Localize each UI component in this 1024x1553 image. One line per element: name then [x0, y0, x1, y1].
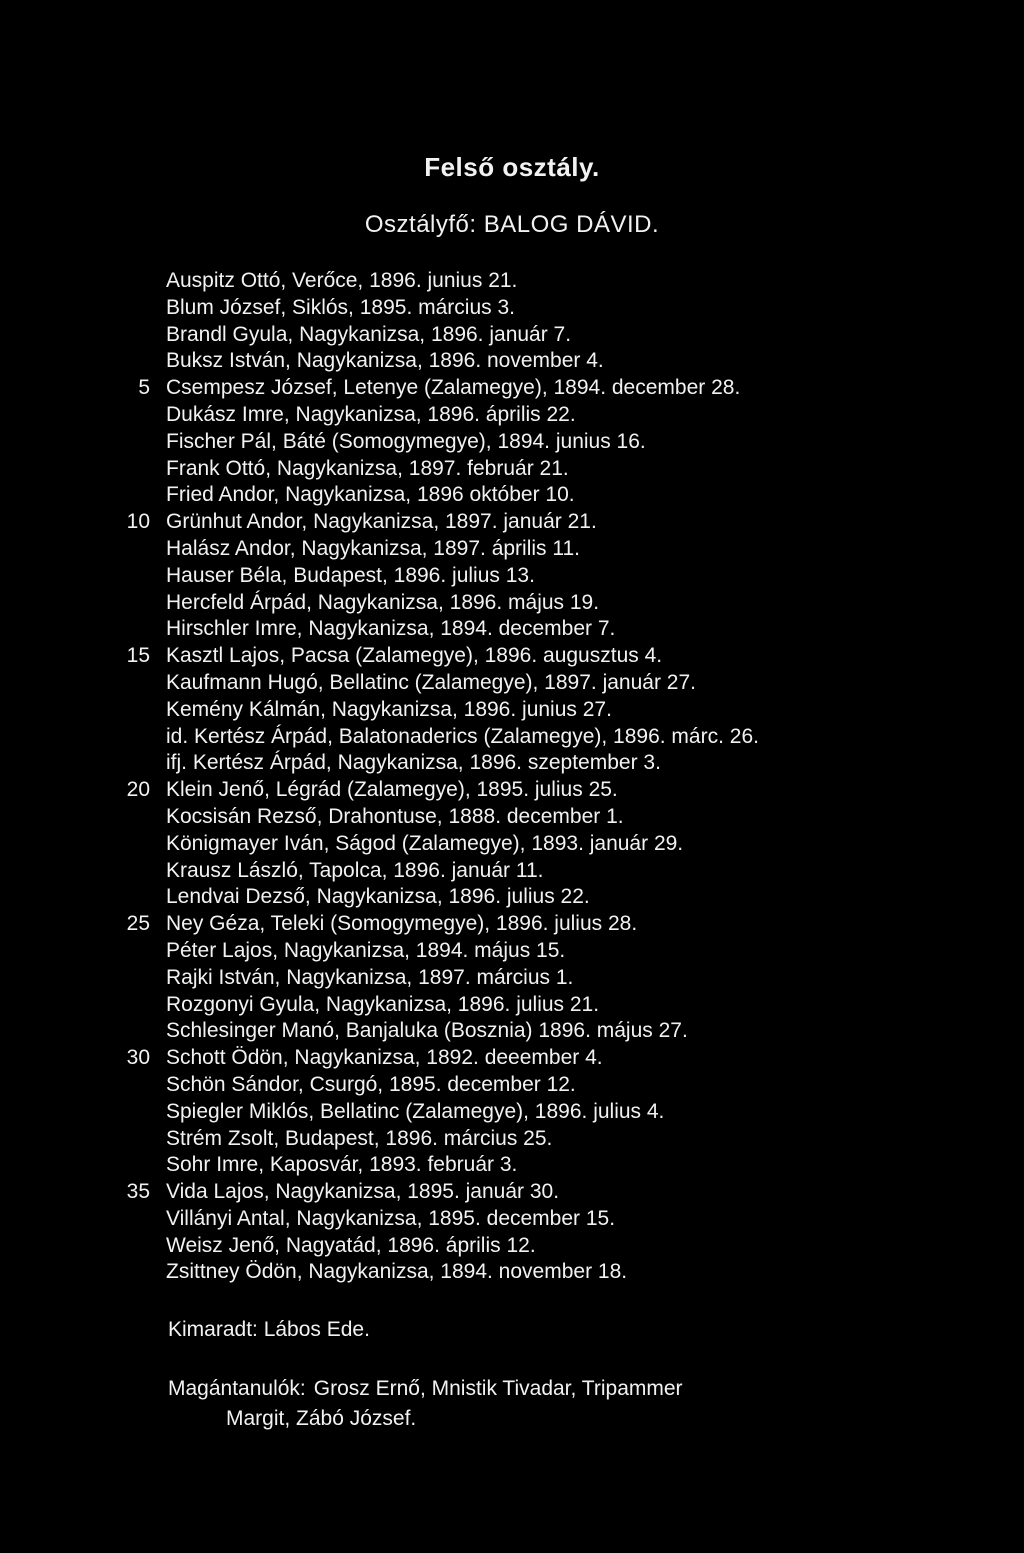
row-number: 30	[126, 1046, 150, 1070]
student-entry: Lendvai Dezső, Nagykanizsa, 1896. julius 22.	[166, 885, 590, 909]
student-entry: Klein Jenő, Légrád (Zalamegye), 1895. julius 25.	[166, 778, 618, 802]
list-item	[0, 670, 1024, 697]
list-item	[0, 1179, 1024, 1206]
student-entry: ifj. Kertész Árpád, Nagykanizsa, 1896. szeptember 3.	[166, 751, 661, 775]
list-item	[0, 1259, 1024, 1286]
student-entry: Schott Ödön, Nagykanizsa, 1892. deeember 4.	[166, 1046, 603, 1070]
row-number: 10	[126, 510, 150, 534]
private-students-note	[168, 1374, 908, 1434]
list-item	[0, 375, 1024, 402]
student-entry: Kasztl Lajos, Pacsa (Zalamegye), 1896. augusztus 4.	[166, 644, 663, 668]
student-entry: Hauser Béla, Budapest, 1896. julius 13.	[166, 563, 535, 587]
list-item	[0, 295, 1024, 322]
row-number: 5	[138, 376, 150, 400]
list-item	[0, 1152, 1024, 1179]
student-entry: Brandl Gyula, Nagykanizsa, 1896. január 7.	[166, 322, 572, 346]
row-number: 25	[126, 912, 150, 936]
list-item	[0, 911, 1024, 938]
student-entry: Spiegler Miklós, Bellatinc (Zalamegye), 1896. julius 4.	[166, 1099, 665, 1123]
student-entry: Königmayer Iván, Ságod (Zalamegye), 1893. január 29.	[166, 831, 684, 855]
list-item	[0, 965, 1024, 992]
list-item	[0, 858, 1024, 885]
student-entry: Schlesinger Manó, Banjaluka (Bosznia) 1896. május 27.	[166, 1019, 688, 1043]
student-entry: Villányi Antal, Nagykanizsa, 1895. december 15.	[166, 1206, 616, 1230]
student-entry: Blum József, Siklós, 1895. március 3.	[166, 295, 515, 319]
student-entry: Hercfeld Árpád, Nagykanizsa, 1896. május 19.	[166, 590, 600, 614]
list-item	[0, 697, 1024, 724]
student-entry: Zsittney Ödön, Nagykanizsa, 1894. november 18.	[166, 1260, 628, 1284]
list-item	[0, 804, 1024, 831]
list-item	[0, 1233, 1024, 1260]
student-entry: Auspitz Ottó, Verőce, 1896. junius 21.	[166, 269, 518, 292]
student-entry: Halász Andor, Nagykanizsa, 1897. április 11.	[166, 536, 581, 560]
student-entry: id. Kertész Árpád, Balatonaderics (Zalamegye), 1896. márc. 26.	[166, 724, 759, 748]
list-item	[0, 456, 1024, 483]
list-item	[0, 590, 1024, 617]
private-students-label: Magántanulók:	[168, 1377, 306, 1400]
list-item	[0, 348, 1024, 375]
list-item	[0, 938, 1024, 965]
list-item	[0, 536, 1024, 563]
list-item	[0, 1018, 1024, 1045]
student-entry: Frank Ottó, Nagykanizsa, 1897. február 21.	[166, 456, 569, 480]
class-teacher: Osztályfő: BALOG DÁVID.	[364, 211, 660, 238]
student-entry: Schön Sándor, Csurgó, 1895. december 12.	[166, 1072, 576, 1096]
list-item	[0, 992, 1024, 1019]
list-item	[0, 268, 1024, 295]
list-item	[0, 1099, 1024, 1126]
row-number: 15	[126, 644, 150, 668]
list-item	[0, 1072, 1024, 1099]
row-number: 35	[126, 1180, 150, 1204]
row-number: 20	[126, 778, 150, 802]
list-item	[0, 831, 1024, 858]
student-entry: Csempesz József, Letenye (Zalamegye), 1894. december 28.	[166, 376, 741, 400]
student-entry: Péter Lajos, Nagykanizsa, 1894. május 15.	[166, 938, 566, 962]
student-entry: Kaufmann Hugó, Bellatinc (Zalamegye), 1897. január 27.	[166, 670, 696, 694]
list-item	[0, 429, 1024, 456]
student-entry: Fried Andor, Nagykanizsa, 1896 október 10.	[166, 483, 575, 507]
student-entry: Grünhut Andor, Nagykanizsa, 1897. január 21.	[166, 510, 597, 534]
student-entry: Vida Lajos, Nagykanizsa, 1895. január 30.	[166, 1180, 560, 1204]
list-item	[0, 750, 1024, 777]
student-entry: Rozgonyi Gyula, Nagykanizsa, 1896. julius 21.	[166, 992, 600, 1016]
list-item	[0, 1045, 1024, 1072]
student-entry: Weisz Jenő, Nagyatád, 1896. április 12.	[166, 1233, 536, 1257]
student-entry: Strém Zsolt, Budapest, 1896. március 25.	[166, 1126, 553, 1150]
student-entry: Buksz István, Nagykanizsa, 1896. november 4.	[166, 349, 604, 373]
list-item	[0, 509, 1024, 536]
page-title: Felső osztály.	[424, 152, 600, 182]
student-entry: Dukász Imre, Nagykanizsa, 1896. április 22.	[166, 402, 576, 426]
list-item	[0, 322, 1024, 349]
list-item	[0, 884, 1024, 911]
list-item	[0, 643, 1024, 670]
list-item	[0, 1126, 1024, 1153]
private-students-line-1: Grosz Ernő, Mnistik Tivadar, Tripammer	[313, 1377, 683, 1400]
list-item	[0, 777, 1024, 804]
student-entry: Fischer Pál, Báté (Somogymegye), 1894. junius 16.	[166, 429, 646, 453]
list-item	[0, 563, 1024, 590]
private-students-line-2: Margit, Zábó József.	[226, 1407, 417, 1430]
list-item	[0, 402, 1024, 429]
student-entry: Rajki István, Nagykanizsa, 1897. március 1.	[166, 965, 574, 989]
student-entry: Hirschler Imre, Nagykanizsa, 1894. december 7.	[166, 617, 616, 641]
student-entry: Krausz László, Tapolca, 1896. január 11.	[166, 858, 544, 882]
student-entry: Kemény Kálmán, Nagykanizsa, 1896. junius 27.	[166, 697, 612, 721]
list-item	[0, 724, 1024, 751]
list-item	[0, 1206, 1024, 1233]
student-entry: Kocsisán Rezső, Drahontuse, 1888. december 1.	[166, 804, 624, 828]
omitted-note: Kimaradt: Lábos Ede.	[168, 1318, 370, 1341]
student-list	[0, 268, 1024, 1286]
list-item	[0, 616, 1024, 643]
student-entry: Ney Géza, Teleki (Somogymegye), 1896. julius 28.	[166, 912, 638, 936]
student-entry: Sohr Imre, Kaposvár, 1893. február 3.	[166, 1153, 518, 1177]
list-item	[0, 482, 1024, 509]
